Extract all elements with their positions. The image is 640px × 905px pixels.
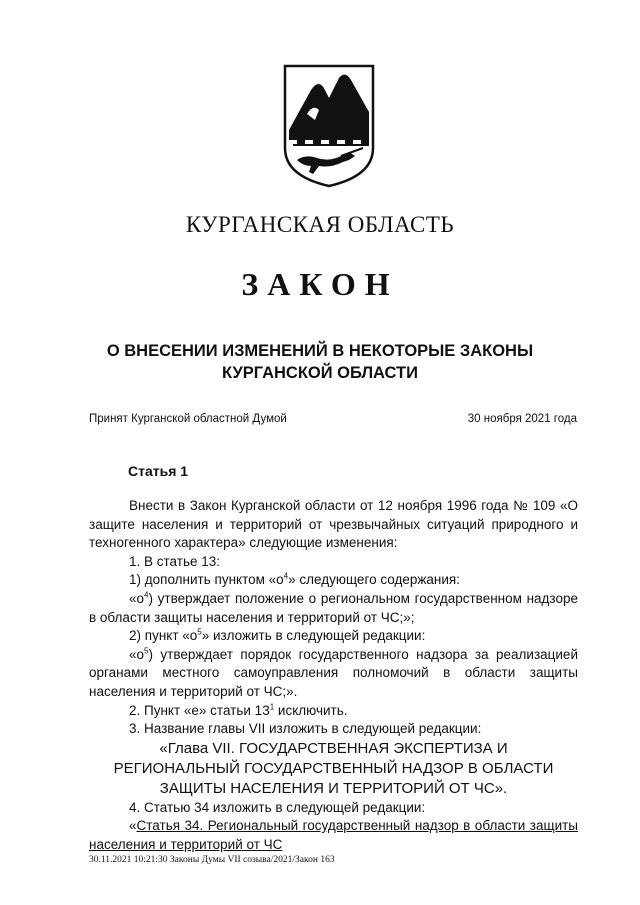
adopted-by: Принят Курганской областной Думой [89, 413, 287, 425]
list-item: 2. Пункт «е» статьи $13^1$ исключить. [129, 702, 348, 718]
document-type-title: ЗАКОН [241, 266, 399, 302]
chapter-title-line: РЕГИОНАЛЬНЫЙ ГОСУДАРСТВЕННЫЙ НАДЗОР В ОБЛАСТИ [113, 759, 554, 777]
article-body [89, 497, 578, 855]
list-item: 3. Название главы VII изложить в следующей редакции: [129, 721, 482, 737]
article-intro: Внести в Закон Курганской области от 12 ноября 1996 года № 109 «О защите населения и территорий от чрезвычайных ситуаций природного и техногенного характера» следующие изменения: [89, 498, 578, 551]
document-footer-stamp: 30.11.2021 10:21:30 Законы Думы VII созыва/2021/Закон 163 [89, 855, 335, 865]
article-34-heading: «Статья 34. Региональный государственный надзор в области защиты населения и территорий от ЧС [89, 818, 578, 852]
chapter-title-line: ЗАЩИТЫ НАСЕЛЕНИЯ И ТЕРРИТОРИЙ ОТ ЧС». [159, 779, 508, 797]
quoted-provision: «$о^5$) утверждает порядок государственного надзора за реализацией органами местного самоуправления полномочий в области защиты населения и территорий от ЧС;». [89, 646, 578, 699]
kurgan-coat-of-arms-icon [283, 64, 375, 188]
article-heading: Статья 1 [128, 463, 189, 479]
region-title: КУРГАНСКАЯ ОБЛАСТЬ [185, 212, 455, 237]
law-subject-line: КУРГАНСКОЙ ОБЛАСТИ [222, 364, 418, 382]
adoption-line [89, 413, 577, 425]
list-item: 1) дополнить пунктом «$о^4$» следующего содержания: [129, 571, 460, 588]
quoted-provision: «$о^4$) утверждает положение о региональном государственном надзоре в области защиты населения и территорий от ЧС;»; [89, 590, 578, 625]
adoption-date: 30 ноября 2021 года [467, 413, 577, 425]
list-item: 1. В статье 13: [129, 553, 220, 569]
list-item: 4. Статью 34 изложить в следующей редакции: [129, 799, 426, 815]
chapter-title-quote [89, 739, 578, 799]
law-subject [60, 340, 580, 384]
chapter-title-line: «Глава VII. ГОСУДАРСТВЕННАЯ ЭКСПЕРТИЗА И [159, 739, 508, 757]
law-subject-line: О ВНЕСЕНИИ ИЗМЕНЕНИЙ В НЕКОТОРЫЕ ЗАКОНЫ [106, 342, 534, 360]
list-item: 2) пункт «$о^5$» изложить в следующей редакции: [129, 627, 426, 644]
